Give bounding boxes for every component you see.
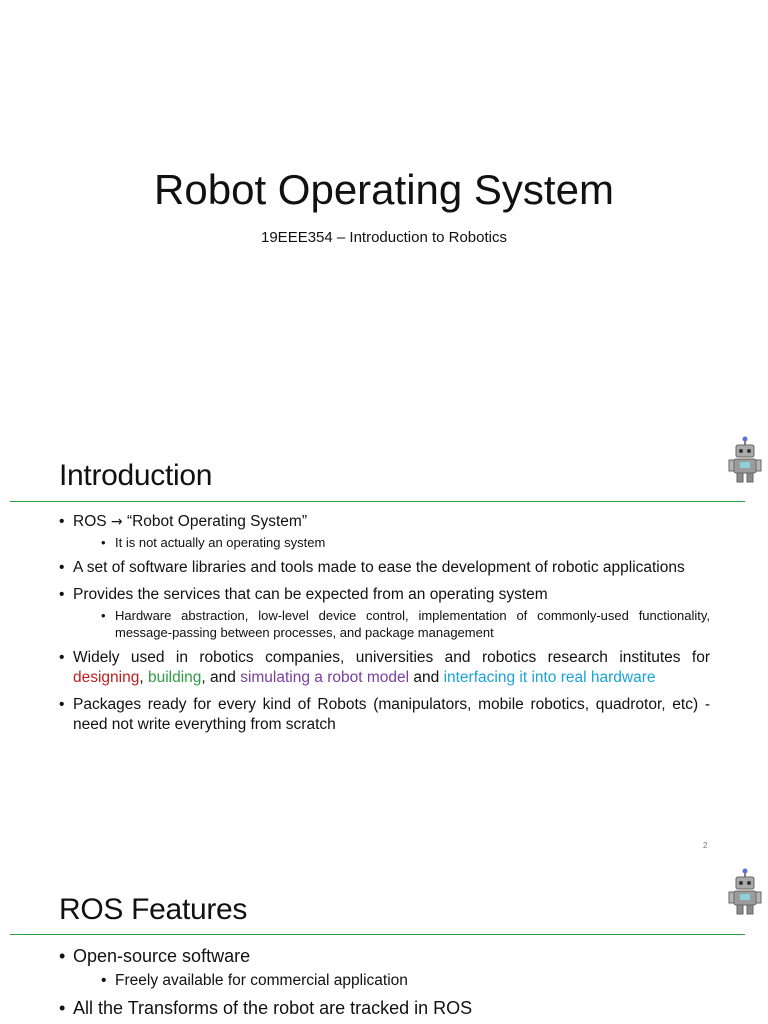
bullet-text: All the Transforms of the robot are tracked in ROS (73, 998, 473, 1018)
sub-list-item: • Hardware abstraction, low-level device control, implementation of commonly-used functionality, message-passing between processes, and package management (73, 607, 710, 641)
list-item (59, 585, 710, 641)
sub-list-item: • Freely available for commercial application (73, 970, 710, 992)
slide-subtitle: 19EEE354 – Introduction to Robotics (261, 229, 507, 246)
robot-icon (727, 436, 763, 484)
bullet-text: “Robot Operating System” (122, 513, 307, 530)
list-item (59, 944, 710, 992)
highlight-simulating: simulating a robot model (240, 669, 410, 686)
list-item (59, 695, 710, 735)
introduction-slide (0, 432, 768, 864)
highlight-interfacing: interfacing it into real hardware (443, 669, 656, 686)
heading-divider (10, 934, 745, 935)
bullet-text: ROS (73, 513, 111, 530)
sub-list-item: • It is not actually an operating system (73, 534, 710, 551)
ros-features-slide (0, 864, 768, 1024)
page-number: 2 (703, 841, 708, 850)
bullet-text: Open-source software (73, 946, 251, 966)
robot-icon (727, 868, 763, 916)
slide-heading: ROS Features (59, 893, 248, 926)
right-arrow-icon: → (110, 514, 123, 530)
slide-heading: Introduction (59, 459, 213, 492)
list-item (59, 558, 710, 578)
bullet-text: and (409, 669, 444, 686)
list-item (59, 512, 710, 551)
heading-divider (10, 501, 745, 502)
bullet-text: , (139, 669, 148, 686)
highlight-designing: designing (73, 669, 140, 686)
bullet-text: Packages ready for every kind of Robots (manipulators, mobile robotics, quadrotor, etc) - need not write everything from scratch (73, 696, 710, 733)
bullet-list (59, 512, 710, 742)
list-item (59, 996, 710, 1020)
bullet-text: Provides the services that can be expected from an operating system (73, 586, 548, 603)
bullet-text: Widely used in robotics companies, universities and robotics research institutes for (73, 649, 710, 666)
title-slide (0, 0, 768, 432)
slide-title: Robot Operating System (154, 166, 614, 213)
bullet-text: , and (201, 669, 241, 686)
list-item (59, 648, 710, 688)
bullet-list (59, 944, 710, 1024)
bullet-text: A set of software libraries and tools made to ease the development of robotic applications (73, 559, 685, 576)
highlight-building: building (147, 669, 202, 686)
